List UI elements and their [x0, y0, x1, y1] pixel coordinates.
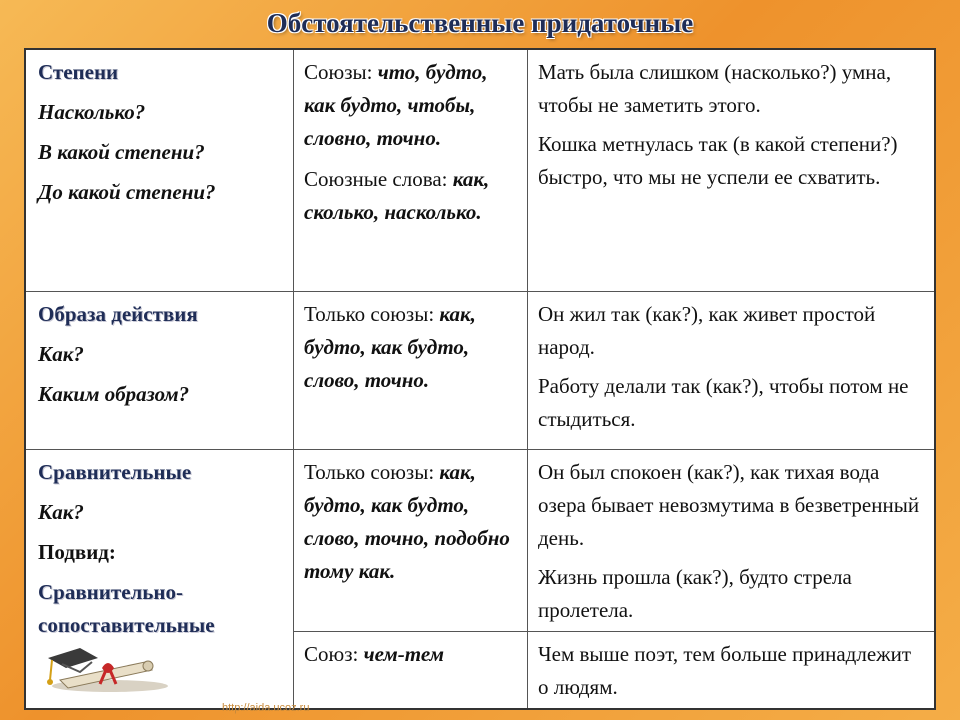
subtype-label: Подвид: — [38, 539, 116, 564]
example-cell-manner — [528, 291, 936, 449]
conj-label: Союзы: — [304, 60, 373, 84]
question: Насколько? — [38, 100, 146, 124]
conj-words: чем-тем — [363, 641, 445, 666]
example-cell-comparative — [528, 449, 936, 631]
diploma-scroll-icon — [40, 640, 170, 696]
conj-label: Союз: — [304, 641, 359, 666]
allied-label: Союзные слова: — [304, 167, 448, 191]
example: Кошка метнулась так (в какой степени?) быстро, что мы не успели ее схватить. — [538, 132, 898, 189]
allied-words: как, сколько, насколько. — [304, 167, 490, 224]
example: Он был спокоен (как?), как тихая вода озера бывает невозмутима в безветренный день. — [538, 459, 920, 550]
type-name: Степени — [38, 60, 119, 84]
table-row — [25, 49, 935, 291]
question: До какой степени? — [38, 180, 216, 204]
example: Мать была слишком (насколько?) умна, чтобы не заметить этого. — [538, 60, 892, 117]
example: Чем выше поэт, тем больше принадлежит о людям. — [538, 641, 912, 699]
table-row — [25, 291, 935, 449]
clauses-table — [24, 48, 936, 710]
conj-words: как, будто, как будто, слово, точно, подобно тому как. — [304, 459, 510, 583]
type-name: Образа действия — [38, 301, 198, 326]
type-cell-manner — [25, 291, 294, 449]
subtype-name: Сравнительно-сопоставительные — [38, 579, 215, 637]
table-row — [25, 449, 935, 631]
example: Жизнь прошла (как?), будто стрела пролетела. — [538, 564, 852, 622]
page-title: Обстоятельственные придаточные — [266, 8, 694, 38]
conjunction-cell-manner — [294, 291, 528, 449]
conjunction-cell-degree — [294, 49, 528, 291]
watermark: http://aida.ucoz.ru — [222, 702, 310, 714]
question: В какой степени? — [38, 140, 205, 164]
conj-label: Только союзы: — [304, 459, 435, 484]
conjunction-cell-comparative — [294, 449, 528, 631]
conj-words: как, будто, как будто, слово, точно. — [304, 301, 476, 392]
type-cell-degree — [25, 49, 294, 291]
example-cell-degree — [528, 49, 936, 291]
example: Он жил так (как?), как живет простой народ. — [538, 301, 876, 359]
conj-label: Только союзы: — [304, 301, 435, 326]
question: Как? — [38, 499, 84, 524]
question: Каким образом? — [38, 381, 190, 406]
question: Как? — [38, 341, 84, 366]
example: Работу делали так (как?), чтобы потом не стыдиться. — [538, 373, 909, 431]
conjunction-cell-contrast — [294, 631, 528, 709]
conj-words: что, будто, как будто, чтобы, словно, точно. — [304, 60, 488, 150]
example-cell-contrast — [528, 631, 936, 709]
type-name: Сравнительные — [38, 459, 192, 484]
